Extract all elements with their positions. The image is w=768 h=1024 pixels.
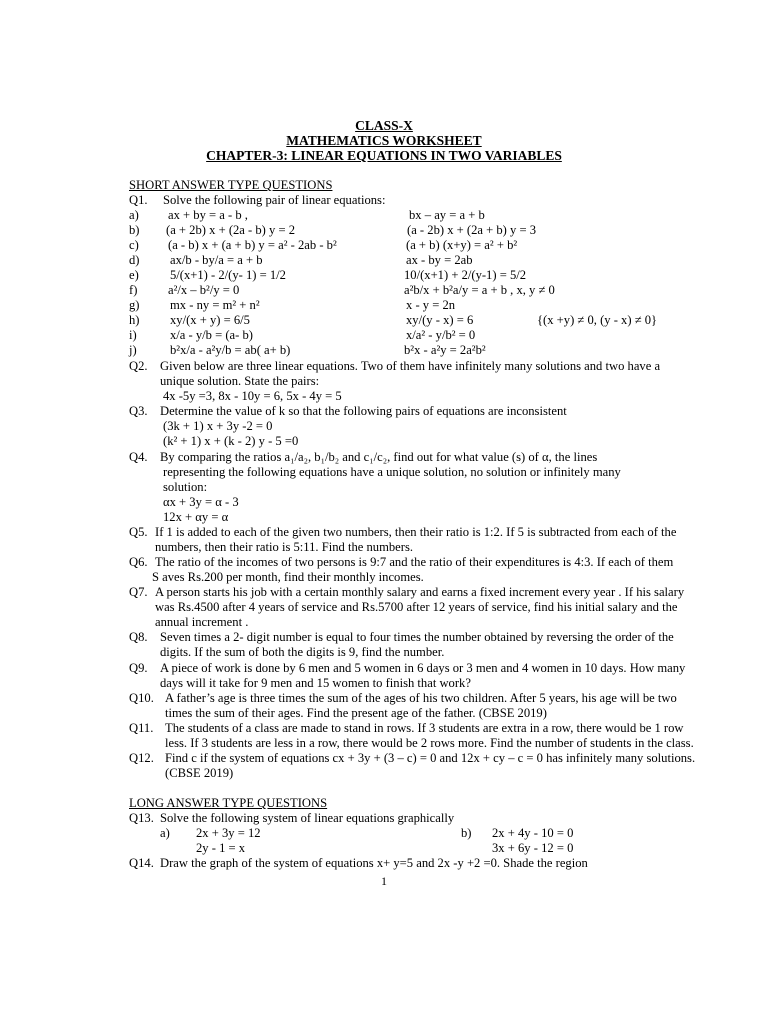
- q13-a-equation: 2x + 3y = 12: [196, 826, 261, 840]
- q1-part-condition: {(x +y) ≠ 0, (y - x) ≠ 0}: [537, 313, 658, 327]
- short-answer-heading: SHORT ANSWER TYPE QUESTIONS: [129, 178, 333, 192]
- q1-part-right-eq: ax - by = 2ab: [406, 253, 473, 267]
- q2-equations: 4x -5y =3, 8x - 10y = 6, 5x - 4y = 5: [163, 389, 342, 403]
- q1-part-left-eq: (a - b) x + (a + b) y = a² - 2ab - b²: [168, 238, 337, 252]
- q1-part-left-eq: b²x/a - a²y/b = ab( a+ b): [170, 343, 291, 357]
- q1-part-right-eq: x/a² - y/b² = 0: [406, 328, 476, 342]
- q8-text-line: Seven times a 2- digit number is equal to four times the number obtained by reversing the order of the: [160, 630, 674, 644]
- q11-text-line: The students of a class are made to stand in rows. If 3 students are extra in a row, there would be 1 row: [165, 721, 684, 735]
- q1-part-label: c): [129, 238, 139, 252]
- q1-part-label: f): [129, 283, 138, 297]
- q11-text-line: less. If 3 students are less in a row, there would be 2 rows more. Find the number of students in the class.: [165, 736, 694, 750]
- q4-equation: αx + 3y = α - 3: [163, 495, 239, 509]
- q13-part-label: a): [160, 826, 170, 840]
- page-number: 1: [381, 874, 387, 888]
- q1-part-right-eq: (a + b) (x+y) = a² + b²: [406, 238, 518, 252]
- q5-text-line: If 1 is added to each of the given two numbers, then their ratio is 1:2. If 5 is subtracted from each of the: [155, 525, 677, 539]
- long-answer-heading: LONG ANSWER TYPE QUESTIONS: [129, 796, 328, 810]
- q1-part-label: b): [129, 223, 140, 237]
- q1-part-right-eq: b²x - a²y = 2a²b²: [404, 343, 486, 357]
- q1-part-left-eq: x/a - y/b = (a- b): [170, 328, 253, 342]
- q1-number: Q1.: [129, 193, 148, 207]
- q1-part-label: j): [129, 343, 137, 357]
- class-heading: CLASS-X: [355, 118, 413, 133]
- q1-part-left-eq: xy/(x + y) = 6/5: [170, 313, 250, 327]
- q12-text-line: Find c if the system of equations cx + 3y + (3 – c) = 0 and 12x + cy – c = 0 has infinitely many solutions.: [165, 751, 696, 765]
- q4-equation: 12x + αy = α: [163, 510, 229, 524]
- q4-text-line: By comparing the ratios a₁/a₂, b₁/b₂ and c₁/c₂, find out for what value (s) of α, the lines: [160, 450, 598, 464]
- q1-part-label: d): [129, 253, 140, 267]
- q13-a-equation: 2y - 1 = x: [196, 841, 246, 855]
- q1-text: Solve the following pair of linear equations:: [163, 193, 386, 207]
- q6-number: Q6.: [129, 555, 148, 569]
- q1-part-right-eq: xy/(y - x) = 6: [406, 313, 474, 327]
- q7-text-line: A person starts his job with a certain monthly salary and earns a fixed increment every year . If his salary: [155, 585, 685, 599]
- q1-part-right-eq: 10/(x+1) + 2/(y-1) = 5/2: [404, 268, 527, 282]
- q6-text-line: The ratio of the incomes of two persons is 9:7 and the ratio of their expenditures is 4:3. If each of them: [155, 555, 674, 569]
- q3-number: Q3.: [129, 404, 148, 418]
- q3-text-line: Determine the value of k so that the following pairs of equations are inconsistent: [160, 404, 567, 418]
- q1-part-label: h): [129, 313, 140, 327]
- q1-part-label: a): [129, 208, 139, 222]
- worksheet-title: MATHEMATICS WORKSHEET: [286, 133, 482, 148]
- q13-number: Q13.: [129, 811, 154, 825]
- chapter-title: CHAPTER-3: LINEAR EQUATIONS IN TWO VARIABLES: [206, 148, 562, 163]
- q4-number: Q4.: [129, 450, 148, 464]
- q10-number: Q10.: [129, 691, 154, 705]
- q14-number: Q14.: [129, 856, 154, 870]
- q5-text-line: numbers, then their ratio is 5:11. Find the numbers.: [155, 540, 414, 554]
- q8-number: Q8.: [129, 630, 148, 644]
- q3-equation: (3k + 1) x + 3y -2 = 0: [163, 419, 273, 433]
- q9-text-line: days will it take for 9 men and 15 women to finish that work?: [160, 676, 471, 690]
- q9-number: Q9.: [129, 661, 148, 675]
- q1-part-left-eq: ax/b - by/a = a + b: [170, 253, 263, 267]
- q8-text-line: digits. If the sum of both the digits is 9, find the number.: [160, 645, 445, 659]
- q6-text-line: S aves Rs.200 per month, find their monthly incomes.: [152, 570, 424, 584]
- q13-b-equation: 2x + 4y - 10 = 0: [492, 826, 574, 840]
- q13-part-label: b): [461, 826, 472, 840]
- q1-part-right-eq: bx – ay = a + b: [409, 208, 485, 222]
- q4-text-line: representing the following equations have a unique solution, no solution or infinitely many: [163, 465, 621, 479]
- q9-text-line: A piece of work is done by 6 men and 5 women in 6 days or 3 men and 4 women in 10 days. How many: [160, 661, 686, 675]
- q2-text-line: Given below are three linear equations. Two of them have infinitely many solutions and two have a: [160, 359, 661, 373]
- q13-text: Solve the following system of linear equations graphically: [160, 811, 455, 825]
- q1-part-label: g): [129, 298, 140, 312]
- q1-part-left-eq: (a + 2b) x + (2a - b) y = 2: [166, 223, 296, 237]
- q1-part-label: i): [129, 328, 137, 342]
- q3-equation: (k² + 1) x + (k - 2) y - 5 =0: [163, 434, 299, 448]
- q5-number: Q5.: [129, 525, 148, 539]
- q1-part-right-eq: x - y = 2n: [406, 298, 456, 312]
- q7-number: Q7.: [129, 585, 148, 599]
- q1-part-left-eq: 5/(x+1) - 2/(y- 1) = 1/2: [170, 268, 286, 282]
- q11-number: Q11.: [129, 721, 154, 735]
- q10-text-line: A father’s age is three times the sum of the ages of his two children. After 5 years, his age will be two: [165, 691, 677, 705]
- q7-text-line: was Rs.4500 after 4 years of service and Rs.5700 after 12 years of service, find his initial salary and the: [155, 600, 678, 614]
- q1-part-left-eq: ax + by = a - b ,: [168, 208, 248, 222]
- q12-number: Q12.: [129, 751, 154, 765]
- q12-text-line: (CBSE 2019): [165, 766, 234, 780]
- q1-part-label: e): [129, 268, 139, 282]
- q13-b-equation: 3x + 6y - 12 = 0: [492, 841, 574, 855]
- q14-text: Draw the graph of the system of equations x+ y=5 and 2x -y +2 =0. Shade the region: [160, 856, 588, 870]
- q4-text-line: solution:: [163, 480, 208, 494]
- q1-part-left-eq: mx - ny = m² + n²: [170, 298, 260, 312]
- q2-text-line: unique solution. State the pairs:: [160, 374, 320, 388]
- q10-text-line: times the sum of their ages. Find the present age of the father. (CBSE 2019): [165, 706, 547, 720]
- q1-part-left-eq: a²/x – b²/y = 0: [168, 283, 240, 297]
- q1-part-right-eq: (a - 2b) x + (2a + b) y = 3: [407, 223, 537, 237]
- q2-number: Q2.: [129, 359, 148, 373]
- q7-text-line: annual increment .: [155, 615, 249, 629]
- q1-part-right-eq: a²b/x + b²a/y = a + b , x, y ≠ 0: [404, 283, 555, 297]
